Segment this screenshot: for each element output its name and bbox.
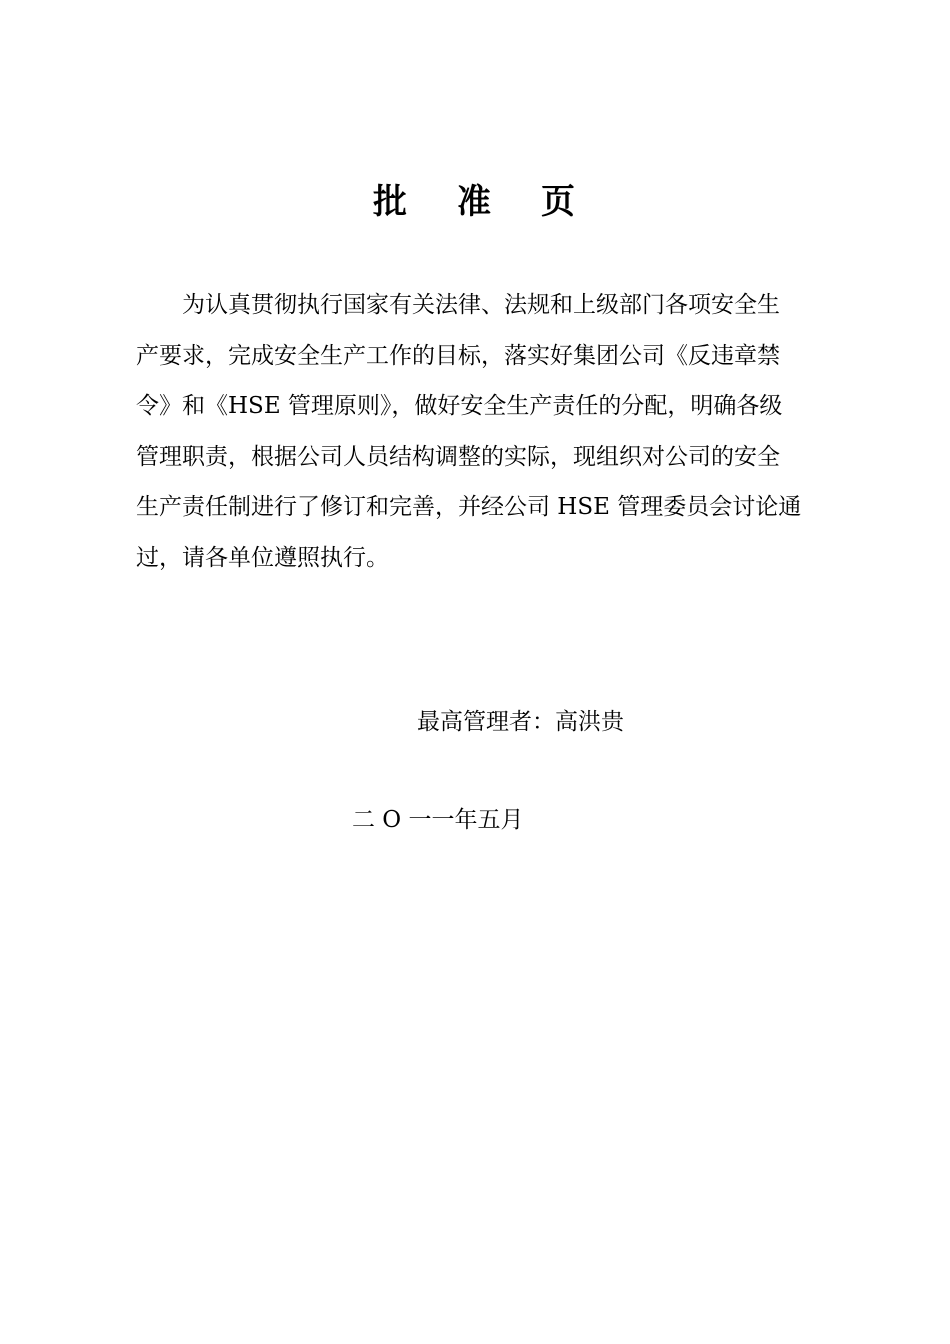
paragraph-line-1: 为认真贯彻执行国家有关法律、法规和上级部门各项安全生 [182,292,780,318]
issue-date: 二 O 一一年五月 [352,807,524,833]
title-char-2: 准 [457,182,493,222]
paragraph-line-4: 管理职责，根据公司人员结构调整的实际，现组织对公司的安全 [136,443,780,470]
paragraph-line-5: 生产责任制进行了修订和完善，并经公司 HSE 管理委员会讨论通 [136,494,802,520]
title-char-1: 批 [373,182,409,222]
signature-line: 最高管理者：高洪贵 [417,709,624,735]
paragraph-line-6: 过，请各单位遵照执行。 [136,544,389,571]
title-char-3: 页 [541,182,577,222]
paragraph-line-3: 令》和《HSE 管理原则》，做好安全生产责任的分配，明确各级 [136,393,783,419]
approval-paragraph [136,280,816,583]
page-title [0,178,950,226]
paragraph-line-2: 产要求，完成安全生产工作的目标，落实好集团公司《反违章禁 [136,342,780,369]
